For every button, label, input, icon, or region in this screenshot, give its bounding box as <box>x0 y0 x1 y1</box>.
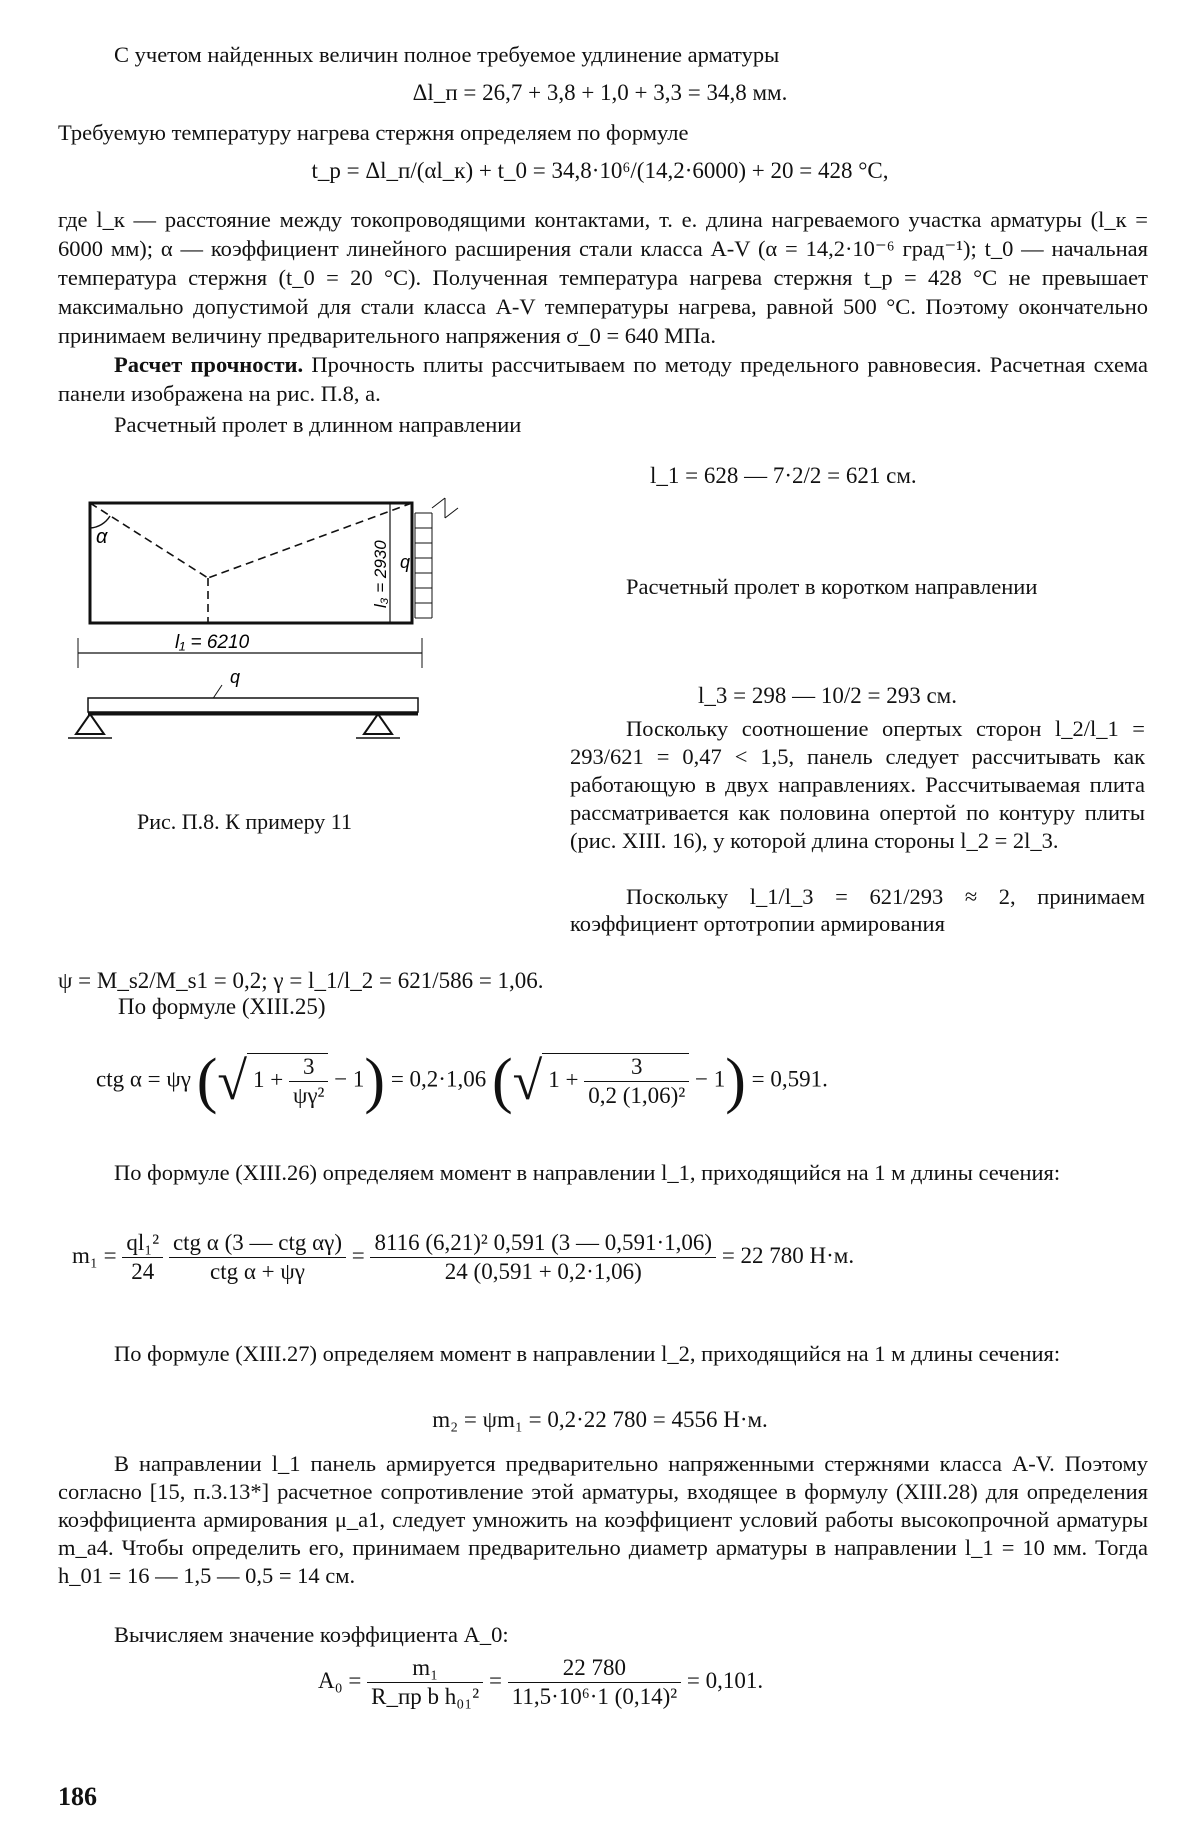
equation-ctg-alpha: ctg α = ψγ (√ 1 + $\frac{3}{\text{ψγ²}}$ − 1) = 0,2·1,06 (√ 1 + $\frac{3}{\text{0,2 (1,06)²}}$ − 1) = 0,591. <box>96 1047 828 1115</box>
equation-total-elongation: Δl_п = 26,7 + 3,8 + 1,0 + 3,3 = 34,8 мм. <box>412 80 788 105</box>
paragraph-strength-calc <box>58 350 1148 408</box>
paragraph-orthotropy: Поскольку l_1/l_3 = 621/293 ≈ 2, принимаем коэффициент ортотропии армирования <box>570 884 1145 936</box>
equation-moment-m2: m₂ = ψm₁ = 0,2·22 780 = 4556 Н·м. <box>432 1407 768 1432</box>
equation-moment-m1: m₁ = $\frac{\text{ql₁²}}{24}$ $\frac{\text{ctg α (3 — ctg αγ)}}{\text{ctg α + ψγ}}$ = $\frac{\text{8116 (6,21)² 0,591 (3 — 0,591·1,06)}}{24 (0,591 + 0,2\cdot 1,06)}$ = 22 780 Н·м. <box>72 1230 855 1284</box>
formula-ref-xiii25: По формуле (XIII.25) <box>118 994 326 1019</box>
equation-long-span: l_1 = 628 — 7·2/2 = 621 см. <box>650 463 917 488</box>
equation-short-span: l_3 = 298 — 10/2 = 293 см. <box>698 683 957 708</box>
paragraph-span-ratio: Поскольку соотношение опертых сторон l_2/l_1 = 293/621 = 0,47 < 1,5, панель следует рассчитывать как работающую в двух направлениях. Рассчитываемая плита рассматривается как половина опертой по контуру плиты (рис. XIII. 16), у которой длина стороны l_2 = 2l_3. <box>570 716 1145 853</box>
figure-panel-scheme <box>60 478 560 778</box>
dim-label-l3: l₃ = 2930 <box>371 540 390 608</box>
paragraph-temperature-explanation: где l_к — расстояние между токопроводящими контактами, т. е. длина нагреваемого участка арматуры (l_к = 6000 мм); α — коэффициент линейного расширения стали класса А-V (α = 14,2·10⁻⁶ град⁻¹); t_0 — начальная температура стержня (t_0 = 20 °С). Полученная температура нагрева стержня t_р = 428 °С не превышает максимально допустимой для стали класса А-V температуры нагрева, равной 500 °С. Поэтому окончательно принимаем величину предварительного напряжения σ_0 = 640 МПа. <box>58 207 1148 348</box>
equation-psi-gamma: ψ = M_s2/M_s1 = 0,2; γ = l_1/l_2 = 621/586 = 1,06. <box>58 968 544 993</box>
support-right <box>364 714 392 734</box>
paragraph-short-span-intro: Расчетный пролет в коротком направлении <box>626 574 1038 599</box>
strength-calc-text: Прочность плиты рассчитываем по методу предельного равновесия. Расчетная схема панели изображена на рис. П.8, а. <box>58 352 1149 406</box>
paragraph-temperature-intro: Требуемую температуру нагрева стержня определяем по формуле <box>58 120 689 145</box>
beam-load-q-label: q <box>230 667 241 687</box>
paragraph-moment-l1: По формуле (XIII.26) определяем момент в направлении l_1, приходящийся на 1 м длины сечения: <box>114 1160 1061 1185</box>
paragraph-long-span-intro: Расчетный пролет в длинном направлении <box>114 412 522 437</box>
paragraph-elongation-intro: С учетом найденных величин полное требуемое удлинение арматуры <box>114 42 780 67</box>
distributed-load <box>88 698 418 712</box>
equation-a0: A₀ = $\frac{\text{m₁}}{\text{R\_пр b h₀₁²}}$ = $\frac{22 780}{\text{11,5·10⁶·1 (0,14)²}}$ = 0,101. <box>318 1655 764 1709</box>
yield-lines <box>90 503 412 623</box>
page-number: 186 <box>58 1782 97 1811</box>
dim-label-l1: l₁ = 6210 <box>175 632 250 653</box>
paragraph-a0-intro: Вычисляем значение коэффициента A_0: <box>114 1622 509 1647</box>
side-load <box>415 498 458 618</box>
side-load-q-label: q <box>400 552 411 572</box>
paragraph-moment-l2: По формуле (XIII.27) определяем момент в направлении l_2, приходящийся на 1 м длины сечения: <box>114 1341 1061 1366</box>
paragraph-reinforcement: В направлении l_1 панель армируется предварительно напряженными стержнями класса А-V. Поэтому согласно [15, п.3.13*] расчетное сопротивление этой арматуры, входящее в формулу (XIII.28) для определения коэффициента армирования μ_a1, следует умножить на коэффициент условий работы высокопрочной арматуры m_a4. Чтобы определить его, принимаем предварительно диаметр арматуры в направлении l_1 = 10 мм. Тогда h_01 = 16 — 1,5 — 0,5 = 14 см. <box>58 1451 1148 1588</box>
heading-strength-calc: Расчет прочности. <box>114 352 304 377</box>
alpha-label: α <box>96 526 108 548</box>
figure-caption: Рис. П.8. К примеру 11 <box>137 809 352 834</box>
support-left <box>76 714 104 734</box>
equation-heating-temperature: t_р = Δl_п/(αl_к) + t_0 = 34,8·10⁶/(14,2·6000) + 20 = 428 °С, <box>311 158 889 183</box>
